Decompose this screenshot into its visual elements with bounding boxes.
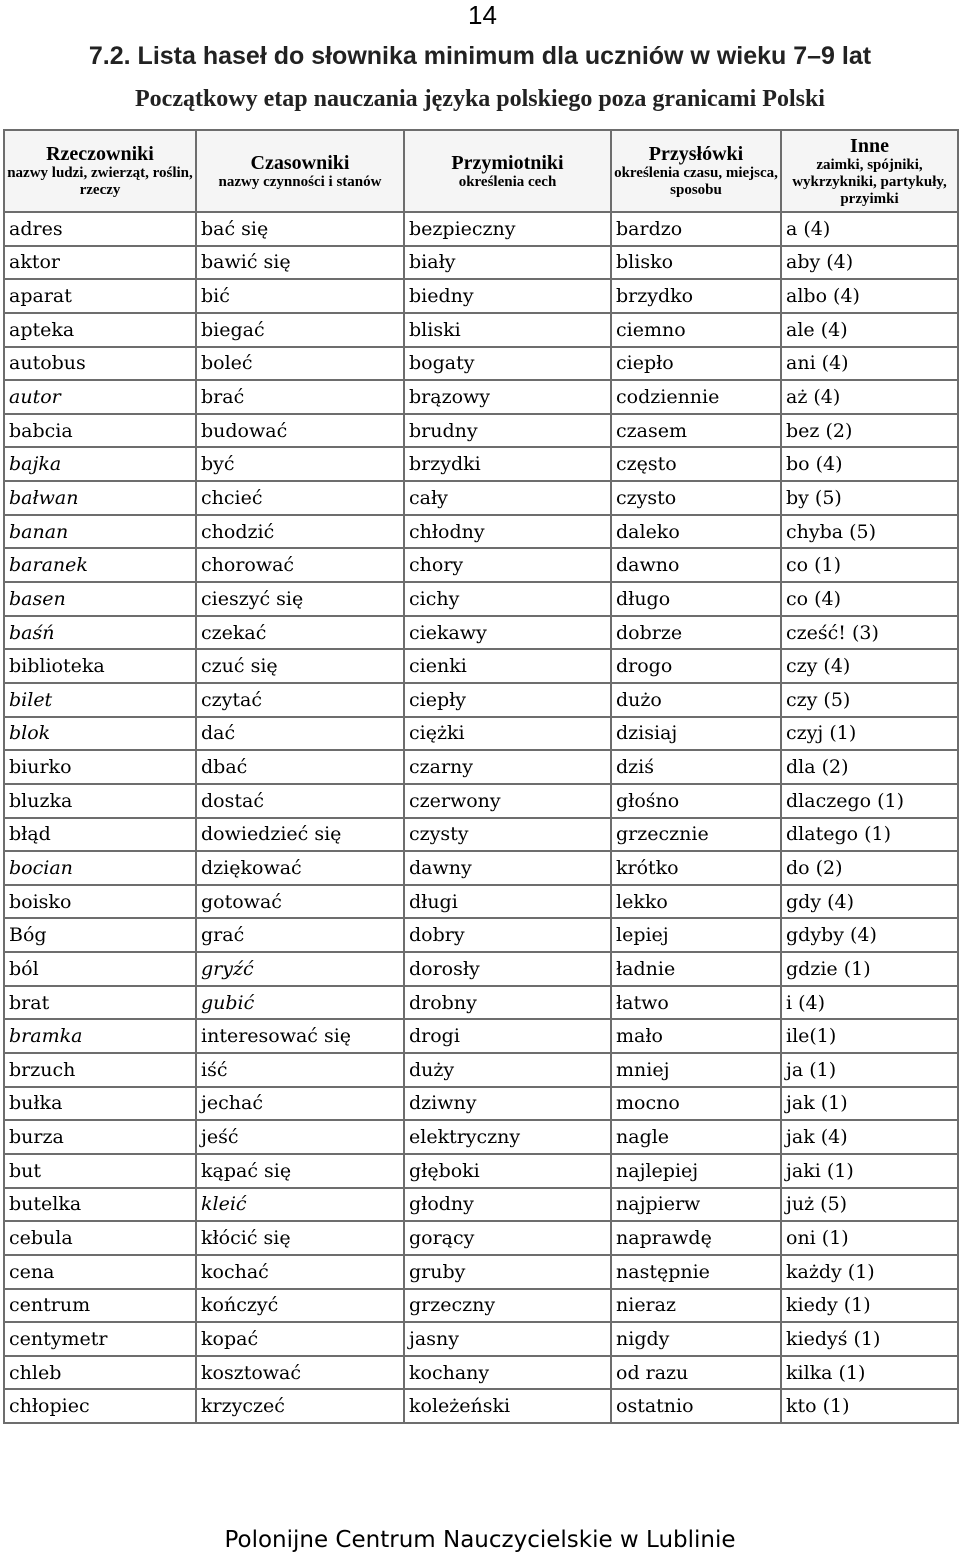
other-cell: co (1): [781, 548, 958, 582]
table-row: [4, 885, 958, 919]
other-cell: kiedy (1): [781, 1289, 958, 1323]
adjective-cell: biały: [404, 246, 611, 280]
noun-cell: autor: [4, 380, 196, 414]
adverb-cell: naprawdę: [611, 1221, 781, 1255]
other-cell: co (4): [781, 582, 958, 616]
adverb-cell: najlepiej: [611, 1154, 781, 1188]
table-row: [4, 1087, 958, 1121]
noun-cell: apteka: [4, 313, 196, 347]
column-header-other: [781, 130, 958, 212]
adverb-cell: daleko: [611, 515, 781, 549]
adverb-cell: blisko: [611, 246, 781, 280]
adverb-cell: grzecznie: [611, 818, 781, 852]
other-cell: gdy (4): [781, 885, 958, 919]
adjective-cell: gorący: [404, 1221, 611, 1255]
verb-cell: być: [196, 447, 404, 481]
noun-cell: cebula: [4, 1221, 196, 1255]
adjective-cell: bliski: [404, 313, 611, 347]
verb-cell: kąpać się: [196, 1154, 404, 1188]
other-cell: aby (4): [781, 246, 958, 280]
column-subtitle: określenia cech: [458, 173, 557, 190]
page-title: 7.2. Lista haseł do słownika minimum dla uczniów w wieku 7–9 lat: [88, 42, 872, 70]
table-row: [4, 481, 958, 515]
other-cell: aż (4): [781, 380, 958, 414]
column-subtitle: nazwy ludzi, zwierząt, roślin, rzeczy: [7, 165, 193, 198]
column-title: Przysłówki: [648, 143, 744, 165]
table-row: [4, 582, 958, 616]
table-row: [4, 750, 958, 784]
adverb-cell: mocno: [611, 1087, 781, 1121]
adjective-cell: bogaty: [404, 347, 611, 381]
noun-cell: centymetr: [4, 1322, 196, 1356]
noun-cell: boisko: [4, 885, 196, 919]
other-cell: oni (1): [781, 1221, 958, 1255]
noun-cell: biblioteka: [4, 649, 196, 683]
verb-cell: gotować: [196, 885, 404, 919]
verb-cell: budować: [196, 414, 404, 448]
noun-cell: aktor: [4, 246, 196, 280]
noun-cell: bluzka: [4, 784, 196, 818]
adverb-cell: często: [611, 447, 781, 481]
other-cell: każdy (1): [781, 1255, 958, 1289]
noun-cell: bramka: [4, 1019, 196, 1053]
other-cell: a (4): [781, 212, 958, 246]
table-row: [4, 279, 958, 313]
table-row: [4, 1188, 958, 1222]
adjective-cell: głodny: [404, 1188, 611, 1222]
adjective-cell: koleżeński: [404, 1389, 611, 1423]
table-row: [4, 548, 958, 582]
table-row: [4, 246, 958, 280]
adjective-cell: bezpieczny: [404, 212, 611, 246]
adverb-cell: nigdy: [611, 1322, 781, 1356]
adjective-cell: brudny: [404, 414, 611, 448]
adverb-cell: długo: [611, 582, 781, 616]
adjective-cell: brzydki: [404, 447, 611, 481]
verb-cell: bić: [196, 279, 404, 313]
adjective-cell: drogi: [404, 1019, 611, 1053]
adjective-cell: drobny: [404, 986, 611, 1020]
adjective-cell: chory: [404, 548, 611, 582]
other-cell: cześć! (3): [781, 616, 958, 650]
page-number: 14: [468, 0, 497, 30]
adverb-cell: następnie: [611, 1255, 781, 1289]
noun-cell: Bóg: [4, 918, 196, 952]
table-row: [4, 347, 958, 381]
adverb-cell: czysto: [611, 481, 781, 515]
noun-cell: baranek: [4, 548, 196, 582]
noun-cell: brzuch: [4, 1053, 196, 1087]
verb-cell: brać: [196, 380, 404, 414]
other-cell: jaki (1): [781, 1154, 958, 1188]
other-cell: jak (4): [781, 1120, 958, 1154]
table-row: [4, 918, 958, 952]
table-row: [4, 313, 958, 347]
other-cell: kiedyś (1): [781, 1322, 958, 1356]
adjective-cell: chłodny: [404, 515, 611, 549]
table-row: [4, 1221, 958, 1255]
column-subtitle: zaimki, spójniki, wykrzykniki, partykuły, przyimki: [792, 156, 947, 207]
verb-cell: gubić: [196, 986, 404, 1020]
verb-cell: dziękować: [196, 851, 404, 885]
verb-cell: dostać: [196, 784, 404, 818]
column-title: Inne: [850, 134, 889, 157]
table-row: [4, 447, 958, 481]
table-row: [4, 1322, 958, 1356]
adverb-cell: czasem: [611, 414, 781, 448]
adjective-cell: głęboki: [404, 1154, 611, 1188]
verb-cell: chorować: [196, 548, 404, 582]
column-header-nouns: [4, 130, 196, 212]
noun-cell: cena: [4, 1255, 196, 1289]
verb-cell: dowiedzieć się: [196, 818, 404, 852]
noun-cell: blok: [4, 717, 196, 751]
other-cell: bez (2): [781, 414, 958, 448]
adverb-cell: bardzo: [611, 212, 781, 246]
noun-cell: bocian: [4, 851, 196, 885]
verb-cell: kłócić się: [196, 1221, 404, 1255]
adverb-cell: krótko: [611, 851, 781, 885]
noun-cell: chłopiec: [4, 1389, 196, 1423]
other-cell: bo (4): [781, 447, 958, 481]
noun-cell: ból: [4, 952, 196, 986]
verb-cell: boleć: [196, 347, 404, 381]
adjective-cell: gruby: [404, 1255, 611, 1289]
other-cell: dlatego (1): [781, 818, 958, 852]
adverb-cell: dawno: [611, 548, 781, 582]
column-header-adjectives: [404, 130, 611, 212]
table-row: [4, 414, 958, 448]
other-cell: czy (5): [781, 683, 958, 717]
adverb-cell: ostatnio: [611, 1389, 781, 1423]
footer-institution: Polonijne Centrum Nauczycielskie w Lublinie: [224, 1527, 736, 1553]
verb-cell: czytać: [196, 683, 404, 717]
adverb-cell: dzisiaj: [611, 717, 781, 751]
noun-cell: basen: [4, 582, 196, 616]
column-header-verbs: [196, 130, 404, 212]
other-cell: jak (1): [781, 1087, 958, 1121]
verb-cell: kleić: [196, 1188, 404, 1222]
column-title: Przymiotniki: [451, 151, 564, 174]
other-cell: i (4): [781, 986, 958, 1020]
noun-cell: adres: [4, 212, 196, 246]
adverb-cell: ładnie: [611, 952, 781, 986]
word-rows: [4, 212, 958, 1423]
other-cell: dlaczego (1): [781, 784, 958, 818]
other-cell: ani (4): [781, 347, 958, 381]
noun-cell: babcia: [4, 414, 196, 448]
verb-cell: grać: [196, 918, 404, 952]
other-cell: ja (1): [781, 1053, 958, 1087]
adverb-cell: dobrze: [611, 616, 781, 650]
other-cell: czyj (1): [781, 717, 958, 751]
verb-cell: krzyczeć: [196, 1389, 404, 1423]
adverb-cell: mniej: [611, 1053, 781, 1087]
verb-cell: kochać: [196, 1255, 404, 1289]
adjective-cell: dobry: [404, 918, 611, 952]
verb-cell: biegać: [196, 313, 404, 347]
table-row: [4, 1389, 958, 1423]
column-header-adverbs: [611, 130, 781, 212]
adjective-cell: dziwny: [404, 1087, 611, 1121]
header-row: [4, 130, 958, 212]
adjective-cell: czerwony: [404, 784, 611, 818]
table-row: [4, 380, 958, 414]
page-subtitle: Początkowy etap nauczania języka polskiego poza granicami Polski: [135, 86, 825, 112]
other-cell: kto (1): [781, 1389, 958, 1423]
other-cell: już (5): [781, 1188, 958, 1222]
other-cell: czy (4): [781, 649, 958, 683]
verb-cell: chodzić: [196, 515, 404, 549]
adverb-cell: ciepło: [611, 347, 781, 381]
table-row: [4, 1356, 958, 1390]
adjective-cell: kochany: [404, 1356, 611, 1390]
verb-cell: jeść: [196, 1120, 404, 1154]
adverb-cell: od razu: [611, 1356, 781, 1390]
other-cell: chyba (5): [781, 515, 958, 549]
adjective-cell: długi: [404, 885, 611, 919]
other-cell: kilka (1): [781, 1356, 958, 1390]
word-list-table: [3, 129, 959, 1424]
noun-cell: burza: [4, 1120, 196, 1154]
adjective-cell: ciepły: [404, 683, 611, 717]
adjective-cell: cały: [404, 481, 611, 515]
noun-cell: aparat: [4, 279, 196, 313]
adverb-cell: lekko: [611, 885, 781, 919]
table-row: [4, 683, 958, 717]
adverb-cell: nieraz: [611, 1289, 781, 1323]
noun-cell: butelka: [4, 1188, 196, 1222]
table-row: [4, 212, 958, 246]
noun-cell: autobus: [4, 347, 196, 381]
adverb-cell: ciemno: [611, 313, 781, 347]
other-cell: ale (4): [781, 313, 958, 347]
noun-cell: brat: [4, 986, 196, 1020]
table-row: [4, 717, 958, 751]
table-row: [4, 649, 958, 683]
adverb-cell: łatwo: [611, 986, 781, 1020]
verb-cell: jechać: [196, 1087, 404, 1121]
table-row: [4, 1019, 958, 1053]
verb-cell: bawić się: [196, 246, 404, 280]
verb-cell: bać się: [196, 212, 404, 246]
column-subtitle: nazwy czynności i stanów: [218, 173, 382, 190]
adjective-cell: jasny: [404, 1322, 611, 1356]
other-cell: gdyby (4): [781, 918, 958, 952]
noun-cell: bajka: [4, 447, 196, 481]
noun-cell: banan: [4, 515, 196, 549]
table-row: [4, 986, 958, 1020]
adjective-cell: dorosły: [404, 952, 611, 986]
adjective-cell: grzeczny: [404, 1289, 611, 1323]
noun-cell: bilet: [4, 683, 196, 717]
adverb-cell: codziennie: [611, 380, 781, 414]
table-row: [4, 1154, 958, 1188]
table-row: [4, 851, 958, 885]
table-row: [4, 1120, 958, 1154]
other-cell: by (5): [781, 481, 958, 515]
verb-cell: dać: [196, 717, 404, 751]
verb-cell: dbać: [196, 750, 404, 784]
adjective-cell: biedny: [404, 279, 611, 313]
verb-cell: kończyć: [196, 1289, 404, 1323]
verb-cell: gryźć: [196, 952, 404, 986]
column-subtitle: określenia czasu, miejsca, sposobu: [614, 165, 778, 198]
noun-cell: but: [4, 1154, 196, 1188]
adjective-cell: czarny: [404, 750, 611, 784]
verb-cell: kosztować: [196, 1356, 404, 1390]
adjective-cell: ciężki: [404, 717, 611, 751]
adverb-cell: nagle: [611, 1120, 781, 1154]
verb-cell: interesować się: [196, 1019, 404, 1053]
adjective-cell: cichy: [404, 582, 611, 616]
column-title: Czasowniki: [250, 151, 350, 174]
column-title: Rzeczowniki: [46, 143, 154, 165]
adverb-cell: dużo: [611, 683, 781, 717]
other-cell: do (2): [781, 851, 958, 885]
verb-cell: cieszyć się: [196, 582, 404, 616]
noun-cell: baśń: [4, 616, 196, 650]
table-row: [4, 616, 958, 650]
noun-cell: błąd: [4, 818, 196, 852]
adverb-cell: brzydko: [611, 279, 781, 313]
adjective-cell: ciekawy: [404, 616, 611, 650]
verb-cell: chcieć: [196, 481, 404, 515]
table-row: [4, 818, 958, 852]
verb-cell: kopać: [196, 1322, 404, 1356]
table-row: [4, 1289, 958, 1323]
table-row: [4, 515, 958, 549]
adverb-cell: mało: [611, 1019, 781, 1053]
adjective-cell: dawny: [404, 851, 611, 885]
adjective-cell: elektryczny: [404, 1120, 611, 1154]
other-cell: ile(1): [781, 1019, 958, 1053]
adjective-cell: cienki: [404, 649, 611, 683]
adverb-cell: lepiej: [611, 918, 781, 952]
other-cell: gdzie (1): [781, 952, 958, 986]
noun-cell: chleb: [4, 1356, 196, 1390]
adverb-cell: drogo: [611, 649, 781, 683]
verb-cell: czuć się: [196, 649, 404, 683]
adjective-cell: brązowy: [404, 380, 611, 414]
adjective-cell: duży: [404, 1053, 611, 1087]
noun-cell: bałwan: [4, 481, 196, 515]
adverb-cell: głośno: [611, 784, 781, 818]
verb-cell: czekać: [196, 616, 404, 650]
table-row: [4, 784, 958, 818]
noun-cell: centrum: [4, 1289, 196, 1323]
adjective-cell: czysty: [404, 818, 611, 852]
other-cell: albo (4): [781, 279, 958, 313]
table-row: [4, 1053, 958, 1087]
adverb-cell: dziś: [611, 750, 781, 784]
noun-cell: biurko: [4, 750, 196, 784]
other-cell: dla (2): [781, 750, 958, 784]
adverb-cell: najpierw: [611, 1188, 781, 1222]
table-row: [4, 952, 958, 986]
table-row: [4, 1255, 958, 1289]
noun-cell: bułka: [4, 1087, 196, 1121]
verb-cell: iść: [196, 1053, 404, 1087]
